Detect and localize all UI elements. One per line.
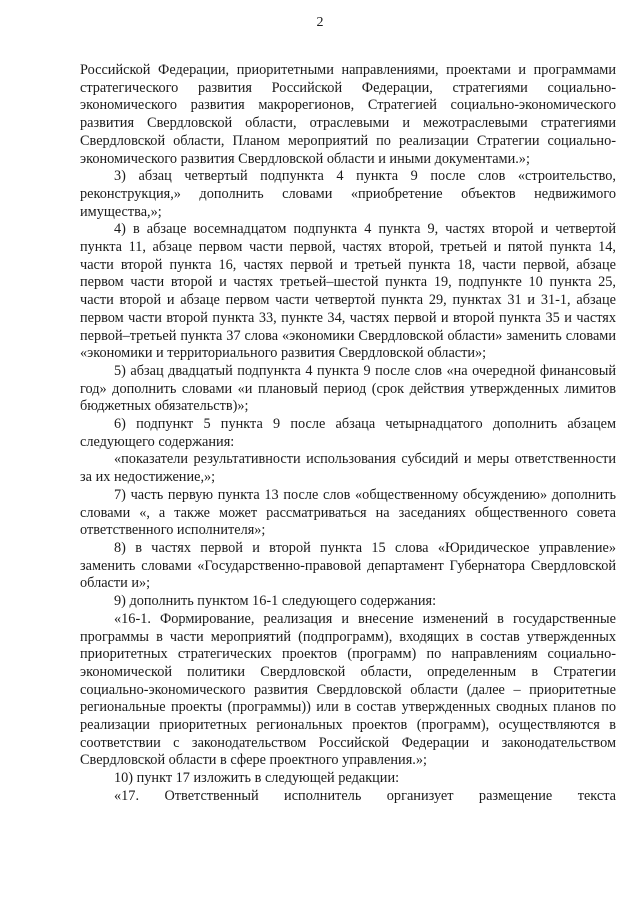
paragraph-item-9: 9) дополнить пунктом 16-1 следующего содержания: bbox=[114, 593, 437, 610]
paragraph-item-3: 3) абзац четвертый подпункта 4 пункта 9 после слов «строительство, реконструкция,» дополнить словами «приобретение объектов недвижимого имущества,»; bbox=[80, 168, 616, 220]
paragraph-item-4: 4) в абзаце восемнадцатом подпункта 4 пункта 9, частях второй и четвертой пункта 11, абзаце первом части первой, частях второй, третьей и пятой пункта 14, части второй пункта 16, частях первой и третьей пункта 18, части первой, абзаце первом части второй и частях третьей–шестой пункта 19, подпункте 10 пункта 25, части второй и абзаце первом части четвертой пункта 29, пунктах 31 и 31-1, абзаце первом части второй пункта 33, пункте 34, частях первой и второй пункта 35 и частях первой–третьей пункта 37 слова «экономики Свердловской области» заменить словами «экономики и территориального развития Свердловской области»; bbox=[80, 221, 616, 362]
page-number: 2 bbox=[316, 15, 324, 30]
paragraph-item-6: 6) подпункт 5 пункта 9 после абзаца четырнадцатого дополнить абзацем следующего содержания: bbox=[80, 416, 616, 450]
paragraph-clause-16-1: «16-1. Формирование, реализация и внесение изменений в государственные программы в части мероприятий (подпрограмм), входящих в состав утвержденных приоритетных стратегических проектов (программ) по направлениям социально-экономической политики Свердловской области, определенным в Стратегии социально-экономического развития Свердловской области (далее – приоритетные региональные проекты (программы)) или в состав утвержденных сводных планов по реализации приоритетных региональных проектов (программ), осуществляются в соответствии с законодательством Российской Федерации и законодательством Свердловской области в сфере проектного управления.»; bbox=[80, 610, 616, 769]
paragraph-quote-indicators: «показатели результативности использования субсидий и меры ответственности за их недостижение,»; bbox=[80, 451, 616, 486]
paragraph-item-8: 8) в частях первой и второй пункта 15 слова «Юридическое управление» заменить словами «Государственно-правовой департамент Губернатора Свердловской области и»; bbox=[80, 539, 616, 592]
paragraph-item-5: 5) абзац двадцатый подпункта 4 пункта 9 после слов «на очередной финансовый год» дополнить словами «и плановый период (срок действия утвержденных лимитов бюджетных обязательств)»; bbox=[80, 362, 616, 415]
document-body bbox=[80, 62, 616, 806]
paragraph-clause-17: «17. Ответственный исполнитель организует размещение текста bbox=[114, 787, 616, 804]
paragraph-item-7: 7) часть первую пункта 13 после слов «общественному обсуждению» дополнить словами «, а также может рассматриваться на заседаниях общественного совета ответственного исполнителя»; bbox=[80, 486, 616, 539]
paragraph-item-10: 10) пункт 17 изложить в следующей редакции: bbox=[114, 770, 400, 787]
paragraph-continuation: Российской Федерации, приоритетными направлениями, проектами и программами стратегического развития Российской Федерации, стратегиями социально-экономического развития макрорегионов, Стратегией социально-экономического развития Свердловской области, отраслевыми и межотраслевыми стратегиями Свердловской области, Планом мероприятий по реализации Стратегии социально-экономического развития Свердловской области и иными документами.»; bbox=[80, 62, 616, 167]
